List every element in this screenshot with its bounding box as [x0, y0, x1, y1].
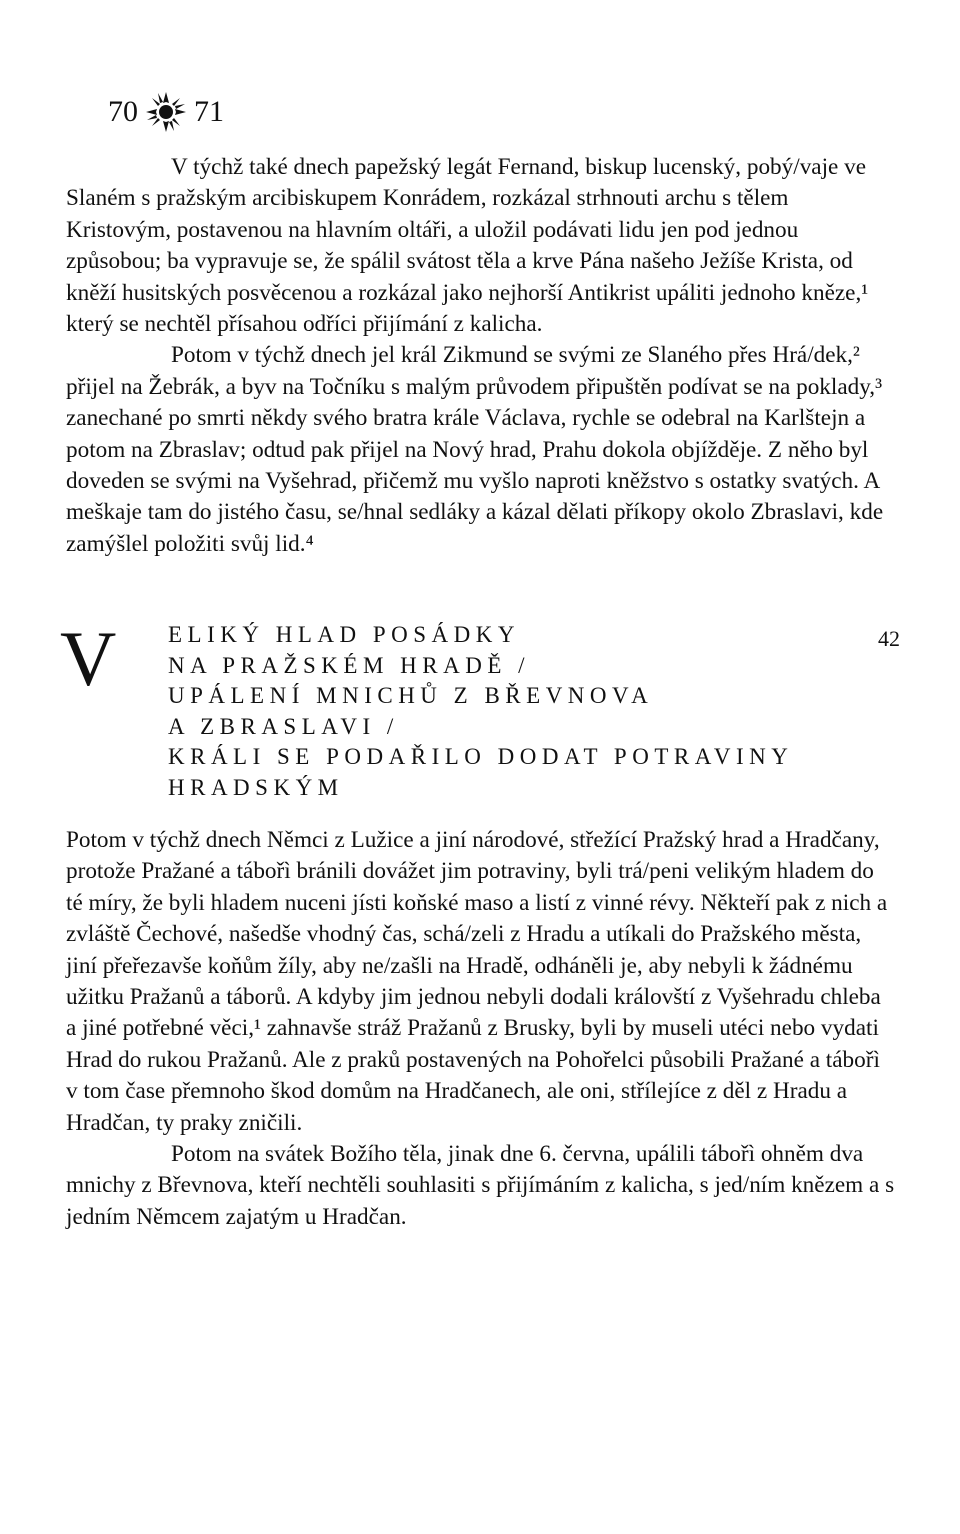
text-block-bottom [66, 825, 896, 1233]
paragraph: Potom v týchž dnech Němci z Lužice a jiní národové, střežící Pražský hrad a Hradčany, protože Pražané a tábořì bránili dovážet jim potraviny, byli trá/peni velikým hladem do té míry, že byli hladem nuceni jísti koňské maso a listí z vinné révy. Někteří pak z nich a zvláště Čechové, našedše vhodný čas, schá/zeli z Hradu a utíkali do Pražského města, jiní přeřezavše koňům žíly, aby ne/zašli na Hradě, odháněli je, aby nebyli k žádnému užitku Pražanů a táborů. A kdyby jim jednou nebyli dodali královští z Vyšehradu chleba a jiné potřebné věci,¹ zahnavše stráž Pražanů z Brusky, byli by museli utéci nebo vydati Hrad do rukou Pražanů. Ale z praků postavených na Pohořelci působili Pražané a tábořì v tom čase přemnoho škod domům na Hradčanech, ale oni, střílejíce z děl z Hradu a Hradčan, ty praky zničili. [66, 827, 888, 1136]
paragraph: V týchž také dnech papežský legát Fernand, biskup lucenský, pobý/vaje ve Slaném s pražským arcibiskupem Konrádem, rozkázal strhnouti archu s tělem Kristovým, postavenou na hlavním oltáři, a uložil podávati lidu jen pod jednou způsobou; ba vypravuje se, že spálil svátost těla a krve Pána našeho Ježíše Krista, od kněží husitských posvěcenou a rozkázal jako nejhorší Antikrist upáliti jednoho kněze,¹ který se nechtěl přísahou odříci přijímání z kalicha. [66, 154, 869, 338]
text-block-top [66, 152, 896, 560]
paragraph: Potom v týchž dnech jel král Zikmund se svými ze Slaného přes Hrá/dek,² přijel na Žebrák, a byv na Točníku s malým průvodem připuštěn podívat se na poklady,³ zanechané po smrti někdy svého bratra krále Václava, rychle se odebral na Karlštejn a potom na Zbraslav; odtud pak přijel na Nový hrad, Prahu dokola objížděje. Z něho byl doveden se svými na Vyšehrad, přičemž mu vyšlo naproti kněžstvo s ostatky svatých. A meškaje tam do jistého času, se/hnal sedláky a kázal dělati příkopy okolo Zbraslavi, kde zamýšlel položiti svůj lid.⁴ [66, 342, 884, 557]
chapter-title-line: HRADSKÝM [168, 774, 344, 800]
chapter-title-line: ELIKÝ HLAD POSÁDKY [168, 622, 520, 647]
chapter-heading [60, 615, 910, 808]
chapter-title-line: UPÁLENÍ MNICHŮ Z BŘEVNOVA [168, 683, 654, 709]
chapter-title-line: NA PRAŽSKÉM HRADĚ / [168, 652, 531, 678]
chapter-title-line: A ZBRASLAVI / [168, 713, 399, 739]
page-number-right: 71 [194, 95, 224, 128]
page-number-left: 70 [108, 95, 138, 128]
chapter-title-line: KRÁLI SE PODAŘILO DODAT POTRAVINY [168, 744, 794, 770]
sun-ornament-icon [144, 90, 188, 134]
chapter-dropcap: V [60, 615, 117, 702]
page-header [108, 90, 224, 134]
paragraph: Potom na svátek Božího těla, jinak dne 6. června, upálili tábořì ohněm dva mnichy z Břevnova, kteří nechtěli souhlasiti s přijímáním z kalicha, s jed/ním knězem a s jedním Němcem zajatým u Hradčan. [66, 1141, 895, 1230]
chapter-title [168, 620, 793, 804]
chapter-number: 42 [878, 626, 900, 651]
